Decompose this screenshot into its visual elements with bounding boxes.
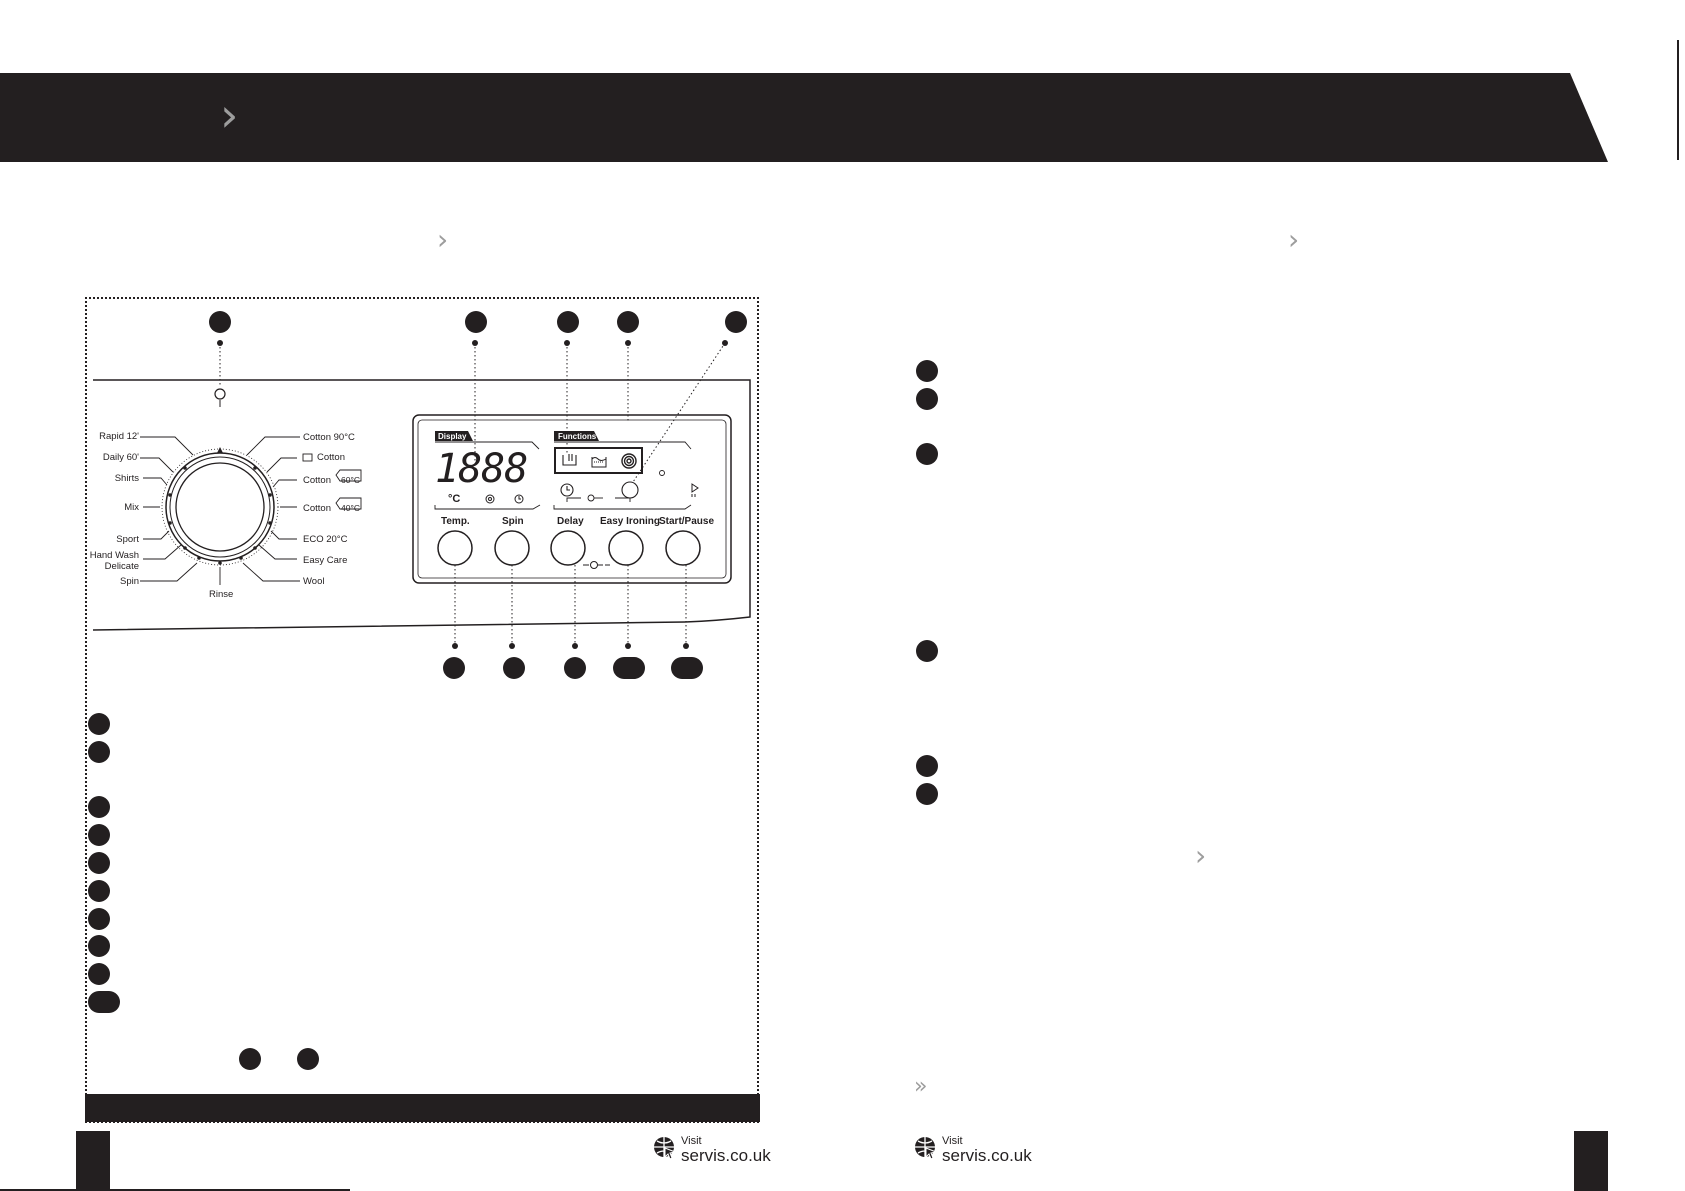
legend-marker bbox=[239, 1048, 261, 1070]
legend-marker bbox=[88, 908, 110, 930]
prewash-icon bbox=[563, 454, 576, 465]
legend-marker bbox=[916, 443, 938, 465]
display-celsius: °C bbox=[448, 493, 461, 505]
callout-marker bbox=[465, 311, 487, 333]
delay-button-label: Delay bbox=[557, 516, 584, 527]
double-chevron-icon: » bbox=[914, 1074, 928, 1099]
program-label-cotton-40: Cotton bbox=[303, 503, 331, 514]
start-pause-icon bbox=[692, 484, 698, 497]
functions-title: Functions bbox=[558, 432, 597, 441]
program-label-cotton-plus: Cotton bbox=[317, 452, 345, 463]
page-number-tab bbox=[1574, 1131, 1608, 1191]
key-lock-icon bbox=[588, 495, 603, 501]
visit-url: servis.co.uk bbox=[681, 1146, 771, 1165]
panel-buttons bbox=[438, 531, 700, 565]
program-label-cotton-60: Cotton bbox=[303, 475, 331, 486]
segment-display: 1888 bbox=[435, 446, 528, 492]
child-lock-icon bbox=[583, 562, 610, 569]
spin-spiral-icon bbox=[622, 454, 636, 468]
program-label-spin: Spin bbox=[119, 576, 139, 587]
visit-website-link-right[interactable] bbox=[914, 1136, 1032, 1165]
callout-marker bbox=[613, 657, 645, 679]
callout-marker bbox=[671, 657, 703, 679]
legend-marker bbox=[916, 388, 938, 410]
legend-marker bbox=[88, 796, 110, 818]
visit-label: Visit bbox=[942, 1135, 963, 1147]
page-number-tab bbox=[76, 1131, 110, 1191]
callout-marker bbox=[725, 311, 747, 333]
legend-marker bbox=[297, 1048, 319, 1070]
globe-cursor-icon bbox=[914, 1136, 938, 1160]
temp-button-label: Temp. bbox=[441, 516, 470, 527]
callout-marker bbox=[443, 657, 465, 679]
legend-marker bbox=[916, 755, 938, 777]
chevron-icon: › bbox=[1288, 223, 1300, 256]
edge-rule bbox=[1677, 40, 1679, 160]
start-pause-button-label: Start/Pause bbox=[659, 516, 715, 527]
program-label-mix: Mix bbox=[124, 502, 139, 513]
spin-button-label: Spin bbox=[502, 516, 524, 527]
clock-display-icon bbox=[515, 495, 523, 503]
legend-marker bbox=[88, 741, 110, 763]
easy-ironing-indicator-icon bbox=[622, 482, 638, 498]
legend-marker bbox=[88, 963, 110, 985]
program-label-delicate: Delicate bbox=[104, 561, 139, 572]
program-label-rapid: Rapid 12' bbox=[99, 431, 139, 442]
spin-display-icon bbox=[486, 495, 494, 503]
program-label-hand-wash: Hand Wash bbox=[89, 550, 139, 561]
visit-website-link-left[interactable] bbox=[653, 1136, 771, 1165]
program-label-eco: ECO 20°C bbox=[303, 534, 348, 545]
program-label-shirts: Shirts bbox=[114, 473, 139, 484]
callout-marker bbox=[564, 657, 586, 679]
visit-label: Visit bbox=[681, 1135, 702, 1147]
program-label-wool: Wool bbox=[303, 576, 325, 587]
legend-marker bbox=[916, 783, 938, 805]
legend-marker bbox=[88, 852, 110, 874]
panel-footer-bar bbox=[85, 1094, 760, 1122]
easy-ironing-button-label: Easy Ironing bbox=[600, 516, 661, 527]
chevron-icon: › bbox=[1195, 839, 1207, 872]
badge-40: 40°C bbox=[341, 503, 360, 513]
legend-marker bbox=[88, 713, 110, 735]
header-banner bbox=[0, 73, 1608, 162]
legend-marker bbox=[88, 935, 110, 957]
chevron-icon: › bbox=[437, 223, 449, 256]
callout-marker bbox=[617, 311, 639, 333]
callout-marker bbox=[503, 657, 525, 679]
program-label-sport: Sport bbox=[116, 534, 139, 545]
delay-icon bbox=[561, 484, 573, 496]
legend-marker bbox=[88, 824, 110, 846]
program-label-cotton-90: Cotton 90°C bbox=[303, 432, 355, 443]
badge-60: 60°C bbox=[341, 475, 360, 485]
extra-rinse-icon bbox=[592, 457, 606, 467]
legend-marker bbox=[88, 991, 120, 1013]
legend-marker bbox=[916, 360, 938, 382]
callout-marker bbox=[557, 311, 579, 333]
program-label-easy-care: Easy Care bbox=[303, 555, 348, 566]
legend-marker bbox=[88, 880, 110, 902]
program-label-rinse: Rinse bbox=[209, 589, 234, 600]
display-title: Display bbox=[438, 432, 467, 441]
chevron-icon: › bbox=[220, 88, 239, 142]
indicator-light bbox=[660, 471, 665, 476]
washing-machine-control-panel bbox=[85, 297, 760, 697]
globe-cursor-icon bbox=[653, 1136, 677, 1160]
functions-indicator-box bbox=[555, 448, 642, 473]
program-label-daily: Daily 60' bbox=[102, 452, 139, 463]
callout-marker bbox=[209, 311, 231, 333]
legend-marker bbox=[916, 640, 938, 662]
visit-url: servis.co.uk bbox=[942, 1146, 1032, 1165]
